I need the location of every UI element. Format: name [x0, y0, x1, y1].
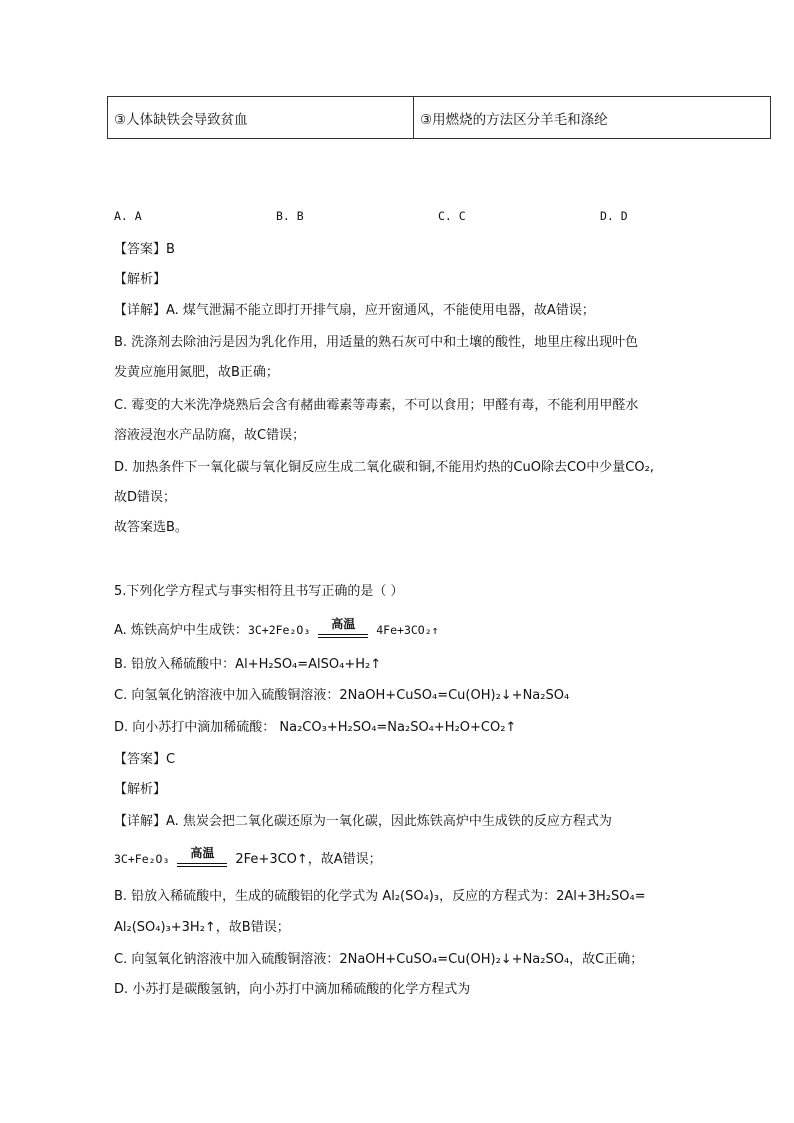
q4-detail-line-7: 故D错误； — [114, 490, 177, 505]
choice-b: B. B — [276, 209, 304, 223]
table-cell-left: ③人体缺铁会导致贫血 — [108, 97, 414, 139]
q4-detail-line-3: 发黄应施用氮肥，故B正确； — [114, 365, 279, 380]
choice-d: D. D — [600, 209, 628, 223]
q5-detail-b-line-1: B. 铅放入稀硫酸中，生成的硫酸铝的化学式为 Al₂(SO₄)₃，反应的方程式为：2Al+3H₂SO₄= — [114, 889, 646, 904]
q5-detail-a-equation — [114, 846, 382, 870]
q5-detail-a-reactants: 3C+Fe₂O₃ — [114, 852, 170, 866]
q4-detail-line-6: D. 加热条件下一氧化碳与氧化铜反应生成二氧化碳和铜,不能用灼热的CuO除去CO中少量CO₂, — [114, 460, 654, 475]
q4-detail-line-1: 【详解】A. 煤气泄漏不能立即打开排气扇，应开窗通风，不能使用电器，故A错误； — [114, 303, 595, 318]
q5-option-a-reactants: 3C+2Fe₂O₃ — [247, 623, 311, 637]
q4-detail-line-2: B. 洗涤剂去除油污是因为乳化作用，用适量的熟石灰可中和土壤的酸性，地里庄稼出现叶色 — [114, 335, 639, 350]
reaction-condition-sign — [316, 617, 370, 641]
q4-analysis-heading: 【解析】 — [114, 272, 167, 287]
q4-detail-line-4: C. 霉变的大米洗净烧熟后会含有赭曲霉素等毒素，不可以食用；甲醛有毒，不能利用甲醛水 — [114, 398, 639, 413]
q5-question: 5.下列化学方程式与事实相符且书写正确的是（ ） — [114, 584, 404, 599]
choice-c: C. C — [438, 209, 466, 223]
reaction-condition-text: 高温 — [190, 846, 215, 860]
q4-detail-line-5: 溶液浸泡水产品防腐，故C错误； — [114, 428, 306, 443]
table-row — [108, 97, 771, 139]
q5-option-a-label: A. 炼铁高炉中生成铁： — [114, 623, 248, 638]
q4-choices — [0, 209, 794, 229]
reaction-condition-sign — [175, 846, 229, 870]
choice-a: A. A — [114, 209, 142, 223]
q5-option-a — [114, 617, 439, 641]
q5-detail-a: 【详解】A. 焦炭会把二氧化碳还原为一氧化碳，因此炼铁高炉中生成铁的反应方程式为 — [114, 814, 612, 829]
q4-answer: 【答案】B — [114, 242, 175, 257]
options-table — [107, 96, 771, 139]
q5-detail-b-line-2: Al₂(SO₄)₃+3H₂↑，故B错误； — [114, 920, 290, 935]
table-cell-right: ③用燃烧的方法区分羊毛和涤纶 — [414, 97, 771, 139]
reaction-condition-text: 高温 — [331, 617, 356, 631]
q5-detail-a-products: 2Fe+3CO↑，故A错误； — [235, 852, 382, 867]
q5-option-a-products: 4Fe+3CO₂↑ — [376, 623, 439, 637]
q5-analysis-heading: 【解析】 — [114, 782, 167, 797]
q5-option-b: B. 铅放入稀硫酸中：Al+H₂SO₄=AlSO₄+H₂↑ — [114, 657, 382, 672]
q5-detail-d: D. 小苏打是碳酸氢钠，向小苏打中滴加稀硫酸的化学方程式为 — [114, 982, 471, 997]
q4-conclusion: 故答案选B。 — [114, 520, 188, 535]
q5-option-c: C. 向氢氧化钠溶液中加入硫酸铜溶液：2NaOH+CuSO₄=Cu(OH)₂↓+Na₂SO₄ — [114, 688, 570, 703]
q5-detail-c: C. 向氢氧化钠溶液中加入硫酸铜溶液：2NaOH+CuSO₄=Cu(OH)₂↓+Na₂SO₄，故C正确； — [114, 952, 644, 967]
q5-answer: 【答案】C — [114, 752, 176, 767]
q5-option-d: D. 向小苏打中滴加稀硫酸： Na₂CO₃+H₂SO₄=Na₂SO₄+H₂O+CO₂↑ — [114, 720, 517, 735]
